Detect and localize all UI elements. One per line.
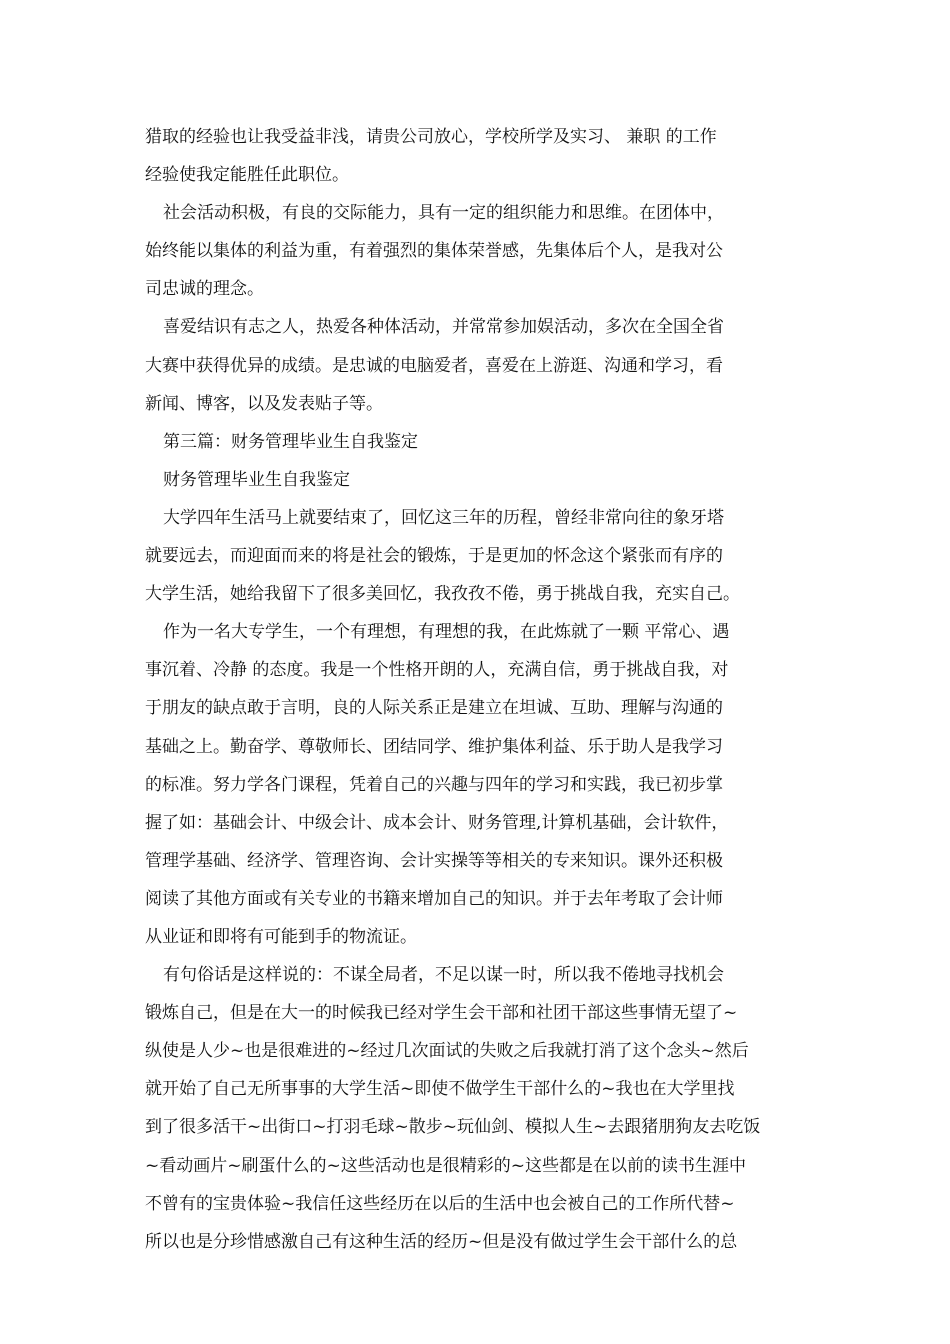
text-line: 新闻、博客，以及发表贴子等。 [145,393,383,414]
text-line: 大学生活，她给我留下了很多美回忆，我孜孜不倦，勇于挑战自我，充实自己。 [145,584,740,605]
text-line: 作为一名大专学生，一个有理想，有理想的我，在此炼就了一颗 平常心、遇 [163,622,730,643]
text-line: 大赛中获得优异的成绩。是忠诚的电脑爱者，喜爱在上游逛、沟通和学习，看 [145,355,723,376]
text-line: 所以也是分珍惜感激自己有这种生活的经历~但是没有做过学生会干部什么的总 [145,1231,738,1252]
text-line: 有句俗话是这样说的：不谋全局者，不足以谋一时，所以我不倦地寻找机会 [163,965,724,986]
document-body [145,118,805,1261]
text-line: 不曾有的宝贵体验~我信任这些经历在以后的生活中也会被自己的工作所代替~ [145,1193,735,1214]
text-line: 始终能以集体的利益为重，有着强烈的集体荣誉感，先集体后个人，是我对公 [145,241,723,262]
text-line: 大学四年生活马上就要结束了，回忆这三年的历程，曾经非常向往的象牙塔 [163,507,724,528]
text-line: 猎取的经验也让我受益非浅，请贵公司放心，学校所学及实习、 兼职 的工作 [145,127,717,147]
text-line: 于朋友的缺点敢于言明，良的人际关系正是建立在坦诚、互助、理解与沟通的 [145,698,723,719]
text-line: 到了很多活干~出街口~打羽毛球~散步~玩仙剑、模拟人生~去跟猪朋狗友去吃饭 [145,1117,761,1138]
text-line: 就要远去，而迎面而来的将是社会的锻炼，于是更加的怀念这个紧张而有序的 [145,546,723,567]
text-line: 就开始了自己无所事事的大学生活~即使不做学生干部什么的~我也在大学里找 [145,1079,735,1100]
text-line: 第三篇：财务管理毕业生自我鉴定 [163,431,418,452]
text-line: ~看动画片~刷蛋什么的~这些活动也是很精彩的~这些都是在以前的读书生涯中 [145,1155,746,1176]
text-line: 经验使我定能胜任此职位。 [145,165,349,186]
text-line: 从业证和即将有可能到手的物流证。 [145,926,417,947]
text-line: 管理学基础、经济学、管理咨询、会计实操等等相关的专来知识。课外还积极 [145,850,723,871]
text-line: 司忠诚的理念。 [145,279,264,300]
text-line: 锻炼自己，但是在大一的时候我已经对学生会干部和社团干部这些事情无望了~ [145,1003,738,1024]
text-line: 财务管理毕业生自我鉴定 [163,469,350,490]
text-line: 事沉着、冷静 的态度。我是一个性格开朗的人，充满自信，勇于挑战自我，对 [145,660,729,681]
text-line: 社会活动积极，有良的交际能力，具有一定的组织能力和思维。在团体中， [163,203,724,224]
text-line: 纵使是人少~也是很难进的~经过几次面试的失败之后我就打消了这个念头~然后 [145,1041,749,1062]
text-line: 的标准。努力学各门课程，凭着自己的兴趣与四年的学习和实践，我已初步掌 [145,774,723,795]
text-line: 基础之上。勤奋学、尊敬师长、团结同学、维护集体利益、乐于助人是我学习 [145,736,723,757]
text-line: 喜爱结识有志之人，热爱各种体活动，并常常参加娱活动，多次在全国全省 [163,317,724,338]
text-line: 握了如：基础会计、中级会计、成本会计、财务管理,计算机基础，会计软件， [145,812,729,833]
text-line: 阅读了其他方面或有关专业的书籍来增加自己的知识。并于去年考取了会计师 [145,888,723,909]
